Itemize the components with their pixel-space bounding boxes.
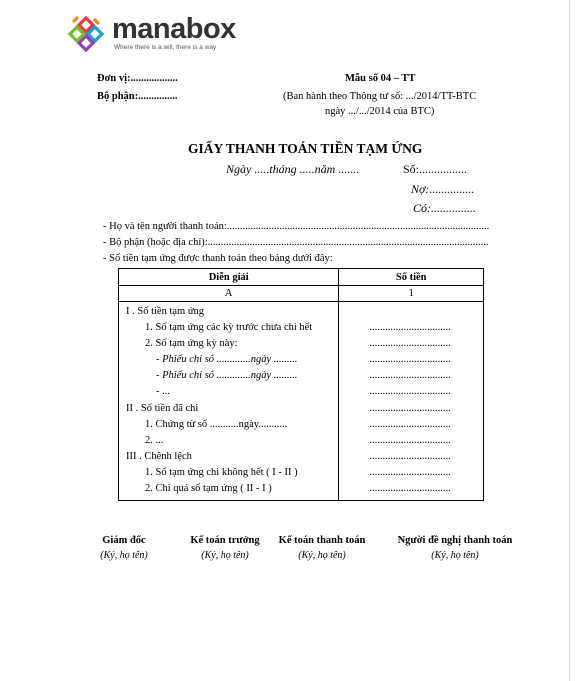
logo-wordmark: manabox [112, 13, 236, 45]
document-title: GIẤY THANH TOÁN TIỀN TẠM ỨNG [188, 141, 423, 156]
description-cell [119, 302, 339, 501]
signature-note: (Ký, họ tên) [298, 550, 346, 561]
row-text: III . Chênh lệch [126, 451, 192, 462]
issued-by-line-1: (Ban hành theo Thông tư số: .../2014/TT-BTC [283, 91, 477, 102]
signature-title: Kế toán thanh toán [278, 535, 366, 546]
table-body-row [119, 302, 484, 501]
table-index-row [119, 286, 484, 302]
row-text: - Phiếu chi số .............ngày ......... [156, 370, 298, 381]
bo-phan-label: Bộ phận:............... [97, 91, 178, 102]
signature-payment-accountant [272, 535, 372, 561]
settlement-table [118, 268, 484, 501]
co-field: Có:............... [413, 201, 476, 215]
issued-by-line-2: ngày .../.../2014 của BTC) [325, 106, 435, 117]
col-header-description: Diễn giải [119, 269, 339, 286]
signature-note: (Ký, họ tên) [431, 550, 479, 561]
amount-placeholder: ............................... [369, 483, 451, 494]
amount-cell [339, 302, 484, 501]
signature-title: Giám đốc [102, 535, 146, 546]
don-vi-label: Đơn vị:.................. [97, 73, 178, 84]
col-index-1: 1 [339, 286, 484, 302]
row-text: I . Số tiền tạm ứng [126, 306, 205, 317]
no-field: Nợ:............... [411, 182, 475, 196]
amount-placeholder: ............................... [369, 435, 451, 446]
signature-chief-accountant [180, 535, 270, 561]
signature-director [94, 535, 154, 561]
form-number: Mẫu số 04 – TT [345, 73, 416, 84]
signature-note: (Ký, họ tên) [100, 550, 148, 561]
department-line: - Bộ phận (hoặc địa chỉ):........................................................................................................... [103, 237, 489, 248]
table-header-row [119, 269, 484, 286]
signature-note: (Ký, họ tên) [201, 550, 249, 561]
row-text: 1. Chứng từ số ...........ngày........... [145, 419, 288, 430]
logo-tagline: Where there is a will, there is a way [114, 44, 217, 51]
amount-placeholder: ............................... [369, 338, 451, 349]
signature-title: Người đề nghị thanh toán [397, 535, 513, 546]
row-text: II . Số tiền đã chi [126, 403, 199, 414]
amount-placeholder: ............................... [369, 403, 451, 414]
row-text: - Phiếu chi số .............ngày ......... [156, 354, 298, 365]
date-line: Ngày .....tháng .....năm ....... [226, 162, 360, 176]
amount-placeholder: ............................... [369, 354, 451, 365]
amount-placeholder: ............................... [369, 419, 451, 430]
col-index-a: A [119, 286, 339, 302]
row-text: 1. Số tạm ứng chi không hết ( I - II ) [145, 467, 298, 478]
amount-placeholder: ............................... [369, 322, 451, 333]
signature-title: Kế toán trưởng [190, 535, 260, 546]
amount-placeholder: ............................... [369, 386, 451, 397]
amount-placeholder: ............................... [369, 451, 451, 462]
signature-requester [390, 535, 520, 561]
row-text: 2. ... [145, 435, 164, 446]
row-text: - ... [156, 386, 170, 397]
row-text: 2. Chi quá số tạm ứng ( II - I ) [145, 483, 272, 494]
row-text: 1. Số tạm ứng các kỳ trước chưa chi hết [145, 322, 313, 333]
col-header-amount: Số tiền [339, 269, 484, 286]
amount-placeholder: ............................... [369, 370, 451, 381]
amount-intro-line: - Số tiền tạm ứng được thanh toán theo bảng dưới đây: [103, 253, 333, 264]
logo-flower-icon [66, 14, 106, 52]
page-edge [569, 0, 570, 681]
so-field: Số:................ [403, 162, 468, 176]
amount-placeholder: ............................... [369, 467, 451, 478]
row-text: 2. Số tạm ứng kỳ này: [145, 338, 238, 349]
payer-name-line: - Họ và tên người thanh toán:.................................................................................................... [103, 221, 490, 232]
